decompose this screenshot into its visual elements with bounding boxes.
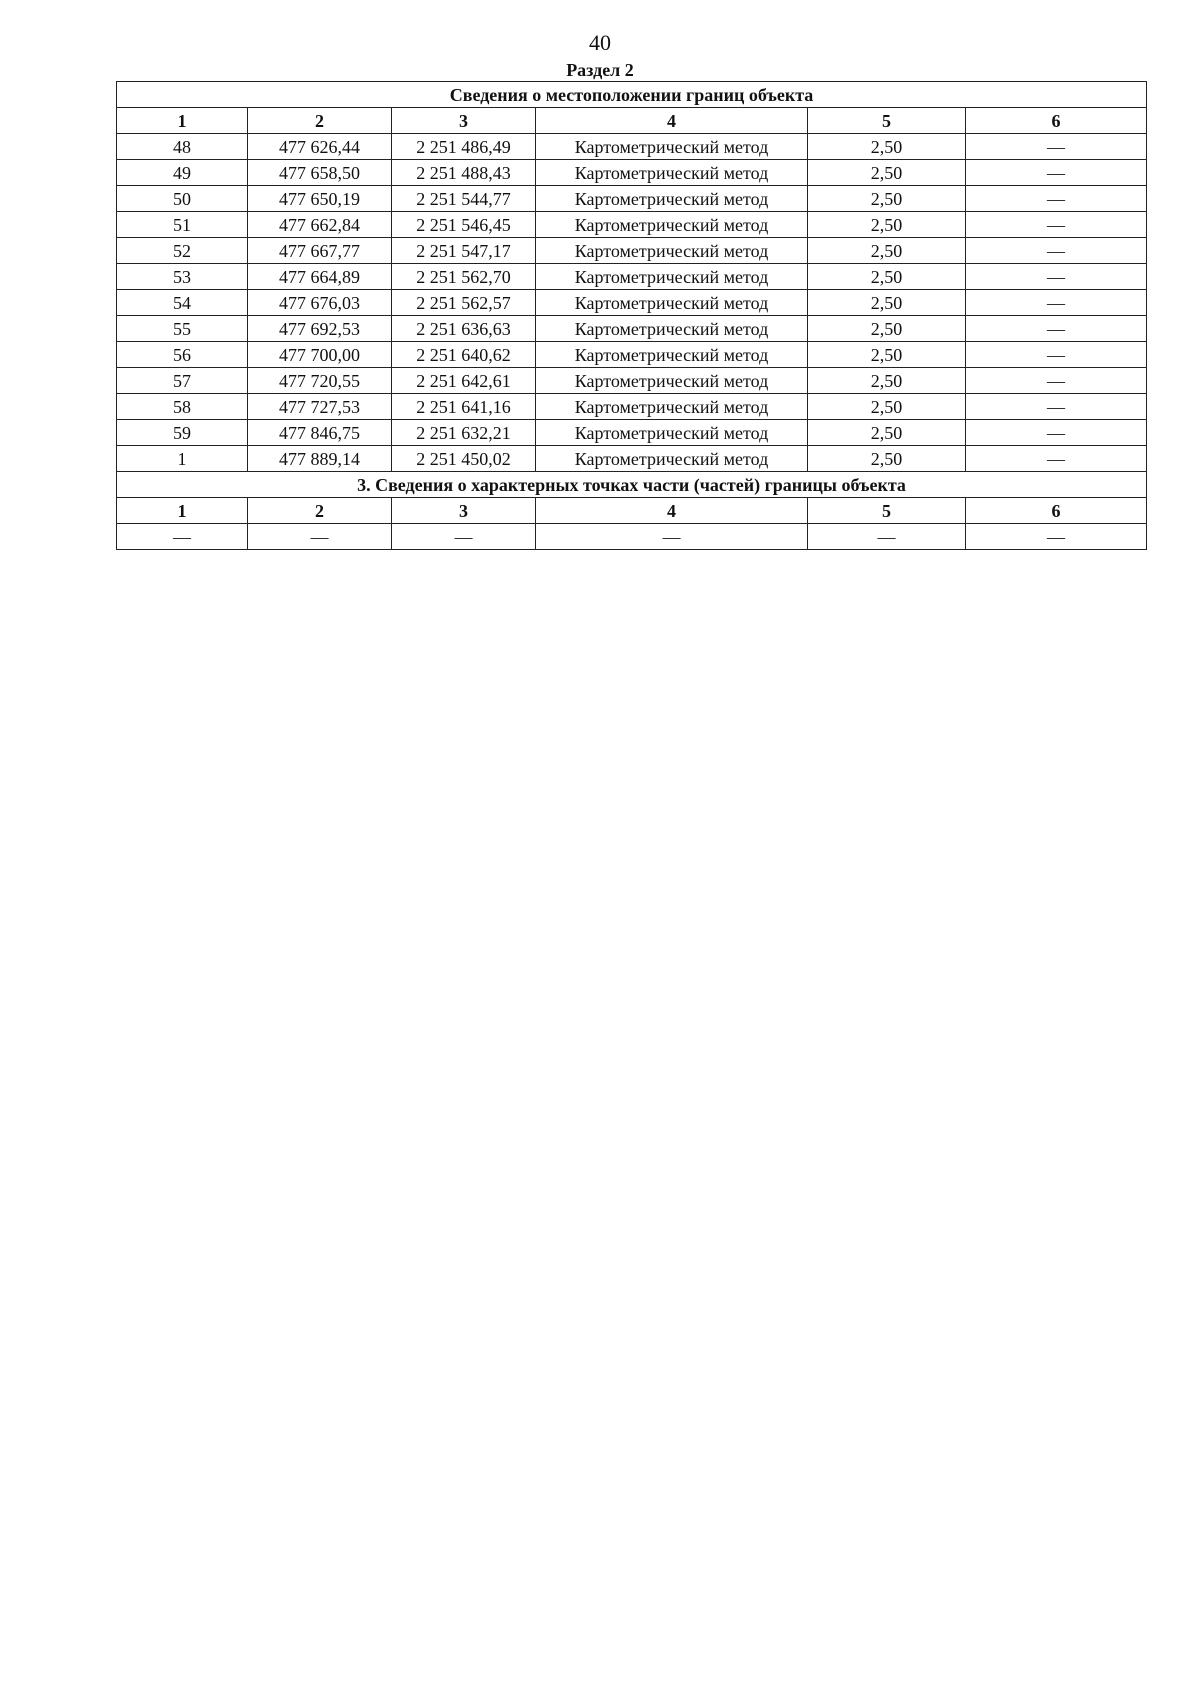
- table-row: [117, 160, 1147, 186]
- table-cell: Картометрический метод: [536, 316, 808, 342]
- column-header: 2: [248, 498, 392, 524]
- table-cell: Картометрический метод: [536, 134, 808, 160]
- table-row: [117, 290, 1147, 316]
- table-cell: Картометрический метод: [536, 238, 808, 264]
- column-header: 1: [117, 498, 248, 524]
- table-cell: 477 692,53: [248, 316, 392, 342]
- table-cell: —: [966, 524, 1147, 550]
- table-cell: 2,50: [808, 160, 966, 186]
- table-cell: —: [117, 524, 248, 550]
- column-header: 4: [536, 498, 808, 524]
- table-cell: 477 626,44: [248, 134, 392, 160]
- table-cell: 477 889,14: [248, 446, 392, 472]
- table-cell: 2 251 642,61: [392, 368, 536, 394]
- table-heading: Сведения о местоположении границ объекта: [117, 82, 1147, 108]
- table-cell: 55: [117, 316, 248, 342]
- table-row: [117, 316, 1147, 342]
- table-row: [117, 394, 1147, 420]
- table-cell: Картометрический метод: [536, 446, 808, 472]
- table-cell: 2,50: [808, 342, 966, 368]
- table-cell: —: [966, 420, 1147, 446]
- table-cell: —: [536, 524, 808, 550]
- boundary-table: [116, 81, 1147, 550]
- table-cell: Картометрический метод: [536, 394, 808, 420]
- column-header: 4: [536, 108, 808, 134]
- column-header: 5: [808, 498, 966, 524]
- table-cell: 2,50: [808, 290, 966, 316]
- page-number: 40: [589, 30, 611, 55]
- table-cell: Картометрический метод: [536, 160, 808, 186]
- table-cell: 477 676,03: [248, 290, 392, 316]
- column-header: 6: [966, 498, 1147, 524]
- subsection-heading-row: [117, 472, 1147, 498]
- table-cell: Картометрический метод: [536, 342, 808, 368]
- table-cell: 53: [117, 264, 248, 290]
- table-cell: —: [248, 524, 392, 550]
- table-cell: 2,50: [808, 238, 966, 264]
- table-cell: 2,50: [808, 446, 966, 472]
- table-cell: 57: [117, 368, 248, 394]
- table-cell: 50: [117, 186, 248, 212]
- table-cell: —: [966, 238, 1147, 264]
- column-header: 6: [966, 108, 1147, 134]
- table-cell: 48: [117, 134, 248, 160]
- table-cell: 54: [117, 290, 248, 316]
- table-cell: Картометрический метод: [536, 186, 808, 212]
- table-cell: 477 664,89: [248, 264, 392, 290]
- table-row: [117, 212, 1147, 238]
- table-cell: —: [966, 160, 1147, 186]
- table-row: [117, 238, 1147, 264]
- column-header-row: [117, 108, 1147, 134]
- table-row: [117, 264, 1147, 290]
- table-cell: 2,50: [808, 368, 966, 394]
- table-cell: 1: [117, 446, 248, 472]
- table-cell: —: [808, 524, 966, 550]
- table-heading-row: [117, 82, 1147, 108]
- table-cell: 2 251 641,16: [392, 394, 536, 420]
- column-header: 1: [117, 108, 248, 134]
- table-row: [117, 134, 1147, 160]
- table-cell: —: [392, 524, 536, 550]
- table-cell: 2 251 547,17: [392, 238, 536, 264]
- table-cell: Картометрический метод: [536, 212, 808, 238]
- table-cell: —: [966, 212, 1147, 238]
- column-header: 2: [248, 108, 392, 134]
- table-cell: Картометрический метод: [536, 420, 808, 446]
- table-cell: —: [966, 316, 1147, 342]
- table-cell: 477 667,77: [248, 238, 392, 264]
- table-cell: 2 251 486,49: [392, 134, 536, 160]
- table-cell: Картометрический метод: [536, 290, 808, 316]
- table-cell: 2 251 562,57: [392, 290, 536, 316]
- table-cell: 2,50: [808, 264, 966, 290]
- table-cell: —: [966, 186, 1147, 212]
- table-cell: —: [966, 446, 1147, 472]
- table-cell: 49: [117, 160, 248, 186]
- table-cell: 2 251 640,62: [392, 342, 536, 368]
- subsection-column-header-row: [117, 498, 1147, 524]
- column-header: 3: [392, 108, 536, 134]
- table-cell: 2,50: [808, 186, 966, 212]
- table-cell: 477 700,00: [248, 342, 392, 368]
- table-cell: 477 658,50: [248, 160, 392, 186]
- table-row: [117, 446, 1147, 472]
- subsection-row: [117, 524, 1147, 550]
- table-cell: 2,50: [808, 212, 966, 238]
- table-cell: 2,50: [808, 134, 966, 160]
- table-row: [117, 368, 1147, 394]
- section-title: Раздел 2: [566, 60, 634, 80]
- table-cell: —: [966, 290, 1147, 316]
- table-cell: 2,50: [808, 316, 966, 342]
- table-cell: 2 251 488,43: [392, 160, 536, 186]
- table-cell: 2 251 632,21: [392, 420, 536, 446]
- table-cell: 2 251 544,77: [392, 186, 536, 212]
- table-cell: 56: [117, 342, 248, 368]
- table-cell: —: [966, 394, 1147, 420]
- table-cell: 477 720,55: [248, 368, 392, 394]
- table-cell: 477 727,53: [248, 394, 392, 420]
- table-cell: —: [966, 368, 1147, 394]
- table-cell: Картометрический метод: [536, 264, 808, 290]
- table-row: [117, 186, 1147, 212]
- table-cell: 2 251 562,70: [392, 264, 536, 290]
- table-cell: 2,50: [808, 420, 966, 446]
- table-cell: 52: [117, 238, 248, 264]
- table-cell: —: [966, 264, 1147, 290]
- table-row: [117, 342, 1147, 368]
- column-header: 3: [392, 498, 536, 524]
- subsection-heading: 3. Сведения о характерных точках части (частей) границы объекта: [117, 472, 1147, 498]
- table-cell: 477 650,19: [248, 186, 392, 212]
- table-cell: Картометрический метод: [536, 368, 808, 394]
- table-cell: 51: [117, 212, 248, 238]
- table-cell: 2,50: [808, 394, 966, 420]
- table-cell: —: [966, 342, 1147, 368]
- table-row: [117, 420, 1147, 446]
- column-header: 5: [808, 108, 966, 134]
- table-cell: 58: [117, 394, 248, 420]
- table-cell: 2 251 450,02: [392, 446, 536, 472]
- table-cell: 477 662,84: [248, 212, 392, 238]
- table-cell: —: [966, 134, 1147, 160]
- table-cell: 477 846,75: [248, 420, 392, 446]
- table-cell: 2 251 546,45: [392, 212, 536, 238]
- table-cell: 59: [117, 420, 248, 446]
- table-cell: 2 251 636,63: [392, 316, 536, 342]
